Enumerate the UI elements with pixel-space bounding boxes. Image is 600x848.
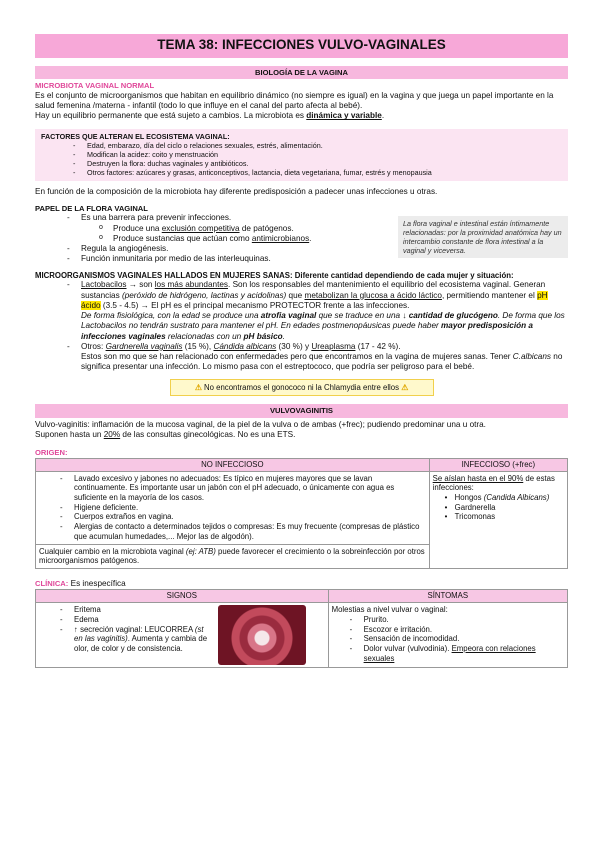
list-item: - Cuerpos extraños en vagina.	[60, 512, 426, 522]
paragraph-predisposicion: En función de la composición de la microbiota hay diferente predisposición a padecer unas infecciones u otras.	[35, 186, 438, 196]
sintomas-cell	[328, 603, 567, 668]
subheading-clinica: CLÍNICA:	[35, 579, 69, 589]
otros-note: Estos son mo que se han relacionado con enfermedades pero que encontramos en la vagina de mujeres sanas. Tener C.albicans no significa presentar una infección. Lo mismo pasa con el estreptococo, que podría ser peligroso para el bebé.	[81, 352, 563, 372]
list-item: - Destruyen la flora: duchas vaginales y antibióticos.	[73, 159, 562, 168]
subheading-microorganismos: MICROORGANISMOS VAGINALES HALLADOS EN MUJERES SANAS: Diferente cantidad dependiendo de cada mujer y situación:	[35, 270, 514, 280]
list-item: - Lactobacilos → son los más abundantes. Son los responsables del mantenimiento el equilibrio del ecosistema vaginal. Generan sustancias (peróxido de hidrógeno, lactinas y acidolinas) que metabolizan la glucosa a ácido láctico, permitiendo mantener el pH ácido (3.5 - 4.5) → El pH es el principal mecanismo PROTECTOR frente a las infecciones. De forma fisiológica, con la edad se produce una atrofia vaginal que se traduce en una ↓ cantidad de glucógeno. De forma que los Lactobacilos no tendrán sustrato para mantener el pH. En edades postmenopáusicas puede haber mayor predisposición a infecciones vaginales relacionadas con un pH básico.	[67, 280, 568, 342]
list-item: - Modifican la acidez: coito y menstruación	[73, 150, 562, 159]
paragraph-equilibrio: Hay un equilibrio permanente que está sujeto a cambios. La microbiota es dinámica y variable.	[35, 111, 385, 121]
factors-box	[35, 129, 568, 181]
paragraph-definicion: Vulvo-vaginitis: inflamación de la mucosa vaginal, de la piel de la vulva o de ambas (+frec); pudiendo predominar una u otra.	[35, 419, 486, 429]
clinica-line: CLÍNICA: Es inespecífica	[35, 579, 126, 589]
list-item: - Sensación de incomodidad.	[350, 634, 564, 644]
list-item: - Edad, embarazo, día del ciclo o relaciones sexuales, estrés, alimentación.	[73, 141, 562, 150]
list-item: - Otros factores: azúcares y grasas, anticonceptivos, lactancia, dieta vegetariana, fumar, estrés y menopausia	[73, 168, 562, 177]
list-item: - Higiene deficiente.	[60, 503, 426, 513]
subheading-microbiota: MICROBIOTA VAGINAL NORMAL	[35, 81, 155, 91]
list-item: - Lavado excesivo y jabones no adecuados: Es típico en mujeres mayores que se lavan continuamente. Es importante usar un jabón con el pH adecuado, o únicamente con agua es suficiente en la mayoría de los casos.	[60, 474, 426, 503]
leucorrea-photo	[218, 605, 306, 665]
list-item: o Produce sustancias que actúan como antimicrobianos.	[99, 234, 397, 244]
column-header-no-infeccioso: NO INFECCIOSO	[36, 458, 430, 471]
no-infeccioso-footer: Cualquier cambio en la microbiota vaginal (ej: ATB) puede favorecer el crecimiento o la sobreinfección por otros microorganismos patógenos.	[36, 544, 430, 568]
subheading-papel: PAPEL DE LA FLORA VAGINAL	[35, 203, 148, 213]
origen-table	[35, 458, 568, 569]
sintomas-intro: Molestias a nivel vulvar o vaginal:	[331, 605, 448, 615]
document-page	[35, 34, 568, 668]
infeccioso-intro: Se aíslan hasta en el 90% de estas infecciones:	[432, 473, 555, 493]
column-header-signos: SIGNOS	[36, 590, 329, 603]
column-header-infeccioso: INFECCIOSO (+frec)	[429, 458, 567, 471]
papel-list	[35, 213, 397, 264]
page-title: TEMA 38: INFECCIONES VULVO-VAGINALES	[35, 34, 568, 58]
infeccioso-cell	[429, 471, 567, 569]
list-item: - Escozor e irritación.	[350, 625, 564, 635]
flora-note-box: La flora vaginal e intestinal están íntimamente relacionadas: por la proximidad anatómica hay un intercambio constante de flora intestinal a la vaginal y viceversa.	[398, 216, 568, 258]
warning-text: No encontramos el gonococo ni la Chlamydia entre ellos	[203, 382, 400, 392]
clinica-table	[35, 589, 568, 668]
flora-section	[35, 204, 568, 265]
paragraph-consultas: Suponen hasta un 20% de las consultas ginecológicas. No es una ETS.	[35, 430, 296, 440]
infeccioso-list	[433, 493, 564, 522]
list-item: - Dolor vulvar (vulvodinia). Empeora con relaciones sexuales	[350, 644, 564, 663]
list-item: - Regula la angiogénesis.	[67, 244, 397, 254]
sintomas-list	[332, 615, 564, 664]
list-item: - Otros: Gardnerella vaginalis (15 %), Cándida albicans (30 %) y Ureaplasma (17 - 42 %). Estos son mo que se han relacionado con enfermedades pero que encontramos en la vagina de mujeres sanas. Tener C.albicans no significa presentar una infección. Lo mismo pasa con el estreptococo, que podría ser peligroso para el bebé.	[67, 342, 568, 373]
list-item: - Eritema	[60, 605, 210, 615]
signos-cell	[36, 603, 329, 668]
paragraph-microbiota: Es el conjunto de microorganismos que habitan en equilibrio dinámico (no siempre es igual) en la vagina y que juega un papel importante en la salud femenina /materna - infantil (todo lo que influye en el canal del parto afecta al bebé).	[35, 90, 554, 111]
no-infeccioso-cell	[36, 471, 430, 544]
signos-list	[36, 605, 210, 665]
section-header-biologia: BIOLOGÍA DE LA VAGINA	[35, 66, 568, 79]
section-header-vulvovaginitis: VULVOVAGINITIS	[35, 404, 568, 417]
list-item: - Prurito.	[350, 615, 564, 625]
list-item: - Es una barrera para prevenir infecciones. o Produce una exclusión competitiva de patógenos. o Produce sustancias que actúan como antimicrobianos.	[67, 213, 397, 244]
list-item: - Edema	[60, 615, 210, 625]
warning-icon: ⚠	[194, 382, 202, 392]
factors-list	[41, 141, 562, 177]
list-item: • Hongos (Candida Albicans)	[445, 493, 564, 503]
list-item: o Produce una exclusión competitiva de patógenos.	[99, 224, 397, 234]
column-header-sintomas: SÍNTOMAS	[328, 590, 567, 603]
list-item: • Gardnerella	[445, 503, 564, 513]
list-item: - Alergias de contacto a determinados tejidos o compresas: Es muy frecuente (compresas de plástico que acumulan humedades,... Mejor las de algodón).	[60, 522, 426, 541]
subheading-origen: ORIGEN:	[35, 448, 68, 458]
no-infeccioso-list	[36, 474, 426, 542]
warning-icon: ⚠	[401, 382, 409, 392]
list-item: - Función inmunitaria por medio de las interleuquinas.	[67, 254, 397, 264]
list-item: - ↑ secreción vaginal: LEUCORREA (st en las vaginitis). Aumenta y cambia de olor, de color y de consistencia.	[60, 625, 210, 654]
factors-title: FACTORES QUE ALTERAN EL ECOSISTEMA VAGINAL:	[41, 131, 230, 141]
microorganismos-list	[35, 280, 568, 372]
warning-box	[170, 379, 434, 397]
papel-sublist	[81, 224, 397, 245]
lacto-note: De forma fisiológica, con la edad se produce una atrofia vaginal que se traduce en una ↓ cantidad de glucógeno. De forma que los Lactobacilos no tendrán sustrato para mantener el pH. En edades postmenopáusicas puede haber mayor predisposición a infecciones vaginales relacionadas con un pH básico.	[81, 311, 565, 341]
list-item: • Tricomonas	[445, 512, 564, 522]
